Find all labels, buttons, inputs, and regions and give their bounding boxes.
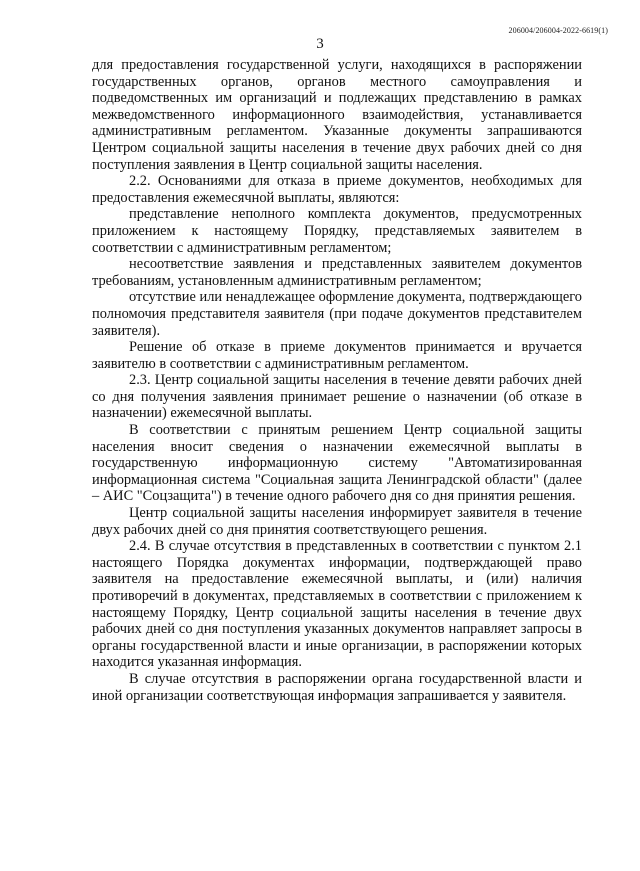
document-number: 206004/206004-2022-6619(1): [508, 26, 608, 35]
paragraph: Решение об отказе в приеме документов принимается и вручается заявителю в соответствии с административным регламентом.: [92, 339, 582, 372]
paragraph: представление неполного комплекта документов, предусмотренных приложением к настоящему Порядку, представляемых заявителем в соответствии с административным регламентом;: [92, 206, 582, 256]
paragraph: В случае отсутствия в распоряжении органа государственной власти и иной организации соответствующая информация запрашивается у заявителя.: [92, 670, 582, 704]
paragraph: 2.2. Основаниями для отказа в приеме документов, необходимых для предоставления ежемесячной выплаты, являются:: [92, 173, 582, 206]
paragraph: отсутствие или ненадлежащее оформление документа, подтверждающего полномочия представителя заявителя (при подаче документов представителем заявителя).: [92, 289, 582, 339]
paragraph: Центр социальной защиты населения информирует заявителя в течение двух рабочих дней со дня принятия соответствующего решения.: [92, 505, 582, 538]
paragraph: 2.4. В случае отсутствия в представленных в соответствии с пунктом 2.1 настоящего Порядка документах информации, подтверждающей право заявителя на предоставление ежемесячной выплаты, и (или) наличия противоречий в документах, представляемых в соответствии с приложением к настоящему Порядку, Центр социальной защиты населения в течение двух рабочих дней со дня поступления указанных документов направляет запросы в органы государственной власти и иные организации, в распоряжении которых находится указанная информация.: [92, 538, 582, 671]
document-body: [92, 57, 582, 704]
paragraph: 2.3. Центр социальной защиты населения в течение девяти рабочих дней со дня получения заявления принимает решение о назначении (об отказе в назначении) ежемесячной выплаты.: [92, 372, 582, 422]
paragraph: несоответствие заявления и представленных заявителем документов требованиям, установленным административным регламентом;: [92, 256, 582, 289]
page-number: 3: [316, 36, 324, 52]
paragraph: для предоставления государственной услуги, находящихся в распоряжении государственных органов, органов местного самоуправления и подведомственных им организаций и подлежащих представлению в рамках межведомственного информационного взаимодействия, устанавливается административным регламентом. Указанные документы запрашиваются Центром социальной защиты населения в течение двух рабочих дней со дня поступления заявления в Центр социальной защиты населения.: [92, 57, 582, 173]
paragraph: В соответствии с принятым решением Центр социальной защиты населения вносит сведения о назначении ежемесячной выплаты в государственную информационную систему "Автоматизированная информационная система "Социальная защита Ленинградской области" (далее – АИС "Соцзащита") в течение одного рабочего дня со дня принятия решения.: [92, 422, 582, 505]
